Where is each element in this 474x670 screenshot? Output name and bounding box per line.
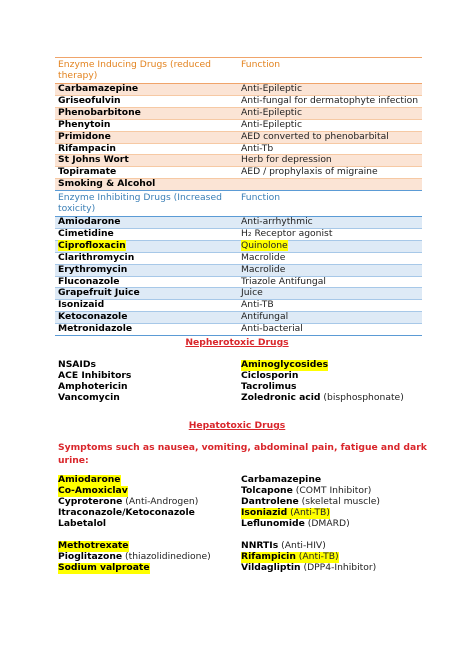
drug-function	[238, 240, 422, 252]
table-row	[55, 155, 422, 167]
drug-name: Smoking & Alcohol	[55, 179, 238, 191]
list-item	[58, 393, 438, 404]
table-row	[55, 228, 422, 240]
drug-name: Primidone	[55, 131, 238, 143]
header-function: Function	[241, 192, 281, 203]
drug-name	[55, 240, 238, 252]
drug-name: Carbamazepine	[55, 84, 238, 96]
drug-name: Topiramate	[55, 167, 238, 179]
drug-function: Antifungal	[238, 312, 422, 324]
drug-name: NSAIDs	[58, 359, 96, 370]
list-item	[58, 519, 438, 530]
drug-name: Pioglitazone	[58, 550, 123, 562]
drug-function: Juice	[238, 288, 422, 300]
highlighted-drug: Methotrexate	[58, 540, 129, 551]
drug-entry	[241, 563, 376, 574]
drug-note: (bisphosphonate)	[320, 391, 404, 403]
table-header	[55, 58, 422, 84]
drug-name: ACE Inhibitors	[58, 369, 132, 381]
drug-name: Griseofulvin	[55, 95, 238, 107]
drug-name: Phenobarbitone	[55, 107, 238, 119]
drug-note: (DMARD)	[304, 517, 350, 529]
table-row	[55, 288, 422, 300]
enzyme-inducing-table	[55, 57, 422, 191]
drug-function: Anti-TB	[238, 300, 422, 312]
highlighted-drug: Aminoglycosides	[241, 359, 329, 370]
drug-note: (Anti-Androgen)	[122, 495, 199, 507]
table-row	[55, 107, 422, 119]
hepatotoxic-list-2	[58, 541, 438, 574]
drug-function: Macrolide	[238, 264, 422, 276]
highlighted-function: Quinolone	[241, 239, 288, 251]
drug-name: Grapefruit Juice	[55, 288, 238, 300]
table-row	[55, 179, 422, 191]
symptoms-text: Symptoms such as nausea, vomiting, abdominal pain, fatigue and dark urine:	[58, 442, 427, 466]
drug-name: Amiodarone	[55, 217, 238, 229]
header-drug: Enzyme Inhibiting Drugs (Increased toxicity)	[58, 192, 222, 214]
drug-name: Metronidazole	[55, 324, 238, 336]
table-header	[55, 191, 422, 217]
drug-name: NNRTIs	[241, 540, 279, 551]
table-row	[55, 252, 422, 264]
drug-function: AED converted to phenobarbital	[238, 131, 422, 143]
drug-entry	[241, 519, 350, 530]
drug-function: Anti-Epileptic	[238, 107, 422, 119]
drug-note: (thiazolidinedione)	[122, 550, 211, 562]
table-row	[55, 264, 422, 276]
drug-note: (skeletal muscle)	[298, 495, 381, 507]
drug-note: (Anti-TB)	[295, 550, 339, 562]
drug-name: Dantrolene	[241, 495, 299, 507]
drug-name: Phenytoin	[55, 119, 238, 131]
hepatotoxic-list-1	[58, 475, 438, 529]
drug-name: Labetalol	[58, 517, 107, 529]
drug-entry	[241, 393, 404, 404]
table-row	[55, 119, 422, 131]
drug-name: Isonizaid	[55, 300, 238, 312]
table-row	[55, 300, 422, 312]
table-row	[55, 240, 422, 252]
highlighted-drug: Co-Amoxiclav	[58, 484, 128, 496]
enzyme-inhibiting-table	[55, 190, 422, 336]
table-row	[55, 95, 422, 107]
highlighted-drug: Isoniazid	[241, 506, 288, 518]
drug-note: (DPP4-Inhibitor)	[300, 561, 377, 573]
drug-name: Ciclosporin	[241, 369, 299, 381]
drug-name: Vildagliptin	[241, 561, 301, 573]
table-row	[55, 276, 422, 288]
drug-function: Triazole Antifungal	[238, 276, 422, 288]
table-row	[55, 324, 422, 336]
table-row	[55, 217, 422, 229]
drug-function: Herb for depression	[238, 155, 422, 167]
hepatotoxic-heading: Hepatotoxic Drugs	[188, 420, 286, 431]
drug-note: (COMT Inhibitor)	[292, 484, 372, 496]
drug-name: Zoledronic acid	[241, 391, 321, 403]
table-row	[55, 167, 422, 179]
drug-name: Itraconazole/Ketoconazole	[58, 506, 195, 518]
header-drug: Enzyme Inducing Drugs (reduced therapy)	[58, 59, 211, 81]
drug-name: Vancomycin	[58, 391, 120, 403]
header-function: Function	[241, 59, 281, 70]
table-row	[55, 84, 422, 96]
drug-name: Tacrolimus	[241, 380, 297, 392]
drug-name: Ketoconazole	[55, 312, 238, 324]
drug-name: Cimetidine	[55, 228, 238, 240]
drug-note: (Anti-TB)	[287, 506, 330, 518]
highlighted-drug: Sodium valproate	[58, 561, 150, 573]
highlighted-drug: Amiodarone	[58, 474, 121, 485]
nephrotoxic-heading: Nepherotoxic Drugs	[185, 337, 289, 348]
drug-function: Anti-fungal for dermatophyte infection	[238, 95, 422, 107]
highlighted-drug: Ciprofloxacin	[58, 239, 126, 251]
drug-name: Leflunomide	[241, 517, 305, 529]
table-row	[55, 131, 422, 143]
drug-name: Clarithromycin	[55, 252, 238, 264]
nephrotoxic-list	[58, 360, 438, 404]
drug-function: Anti-arrhythmic	[238, 217, 422, 229]
drug-function: H₂ Receptor agonist	[238, 228, 422, 240]
drug-function: Anti-Epileptic	[238, 119, 422, 131]
drug-function: Anti-bacterial	[238, 324, 422, 336]
drug-note: (Anti-HIV)	[278, 540, 326, 551]
table-row	[55, 312, 422, 324]
drug-function: AED / prophylaxis of migraine	[238, 167, 422, 179]
drug-name: Fluconazole	[55, 276, 238, 288]
drug-name: Carbamazepine	[241, 474, 322, 485]
drug-name: Amphotericin	[58, 380, 128, 392]
drug-name: St Johns Wort	[55, 155, 238, 167]
drug-name: Rifampacin	[55, 143, 238, 155]
highlighted-drug: Rifampicin	[241, 550, 296, 562]
drug-name: Erythromycin	[55, 264, 238, 276]
drug-function: Anti-Tb	[238, 143, 422, 155]
drug-function	[238, 179, 422, 191]
list-item	[58, 563, 438, 574]
drug-name: Tolcapone	[241, 484, 293, 496]
drug-function: Anti-Epileptic	[238, 84, 422, 96]
table-row	[55, 143, 422, 155]
drug-name: Cyproterone	[58, 495, 123, 507]
drug-function: Macrolide	[238, 252, 422, 264]
